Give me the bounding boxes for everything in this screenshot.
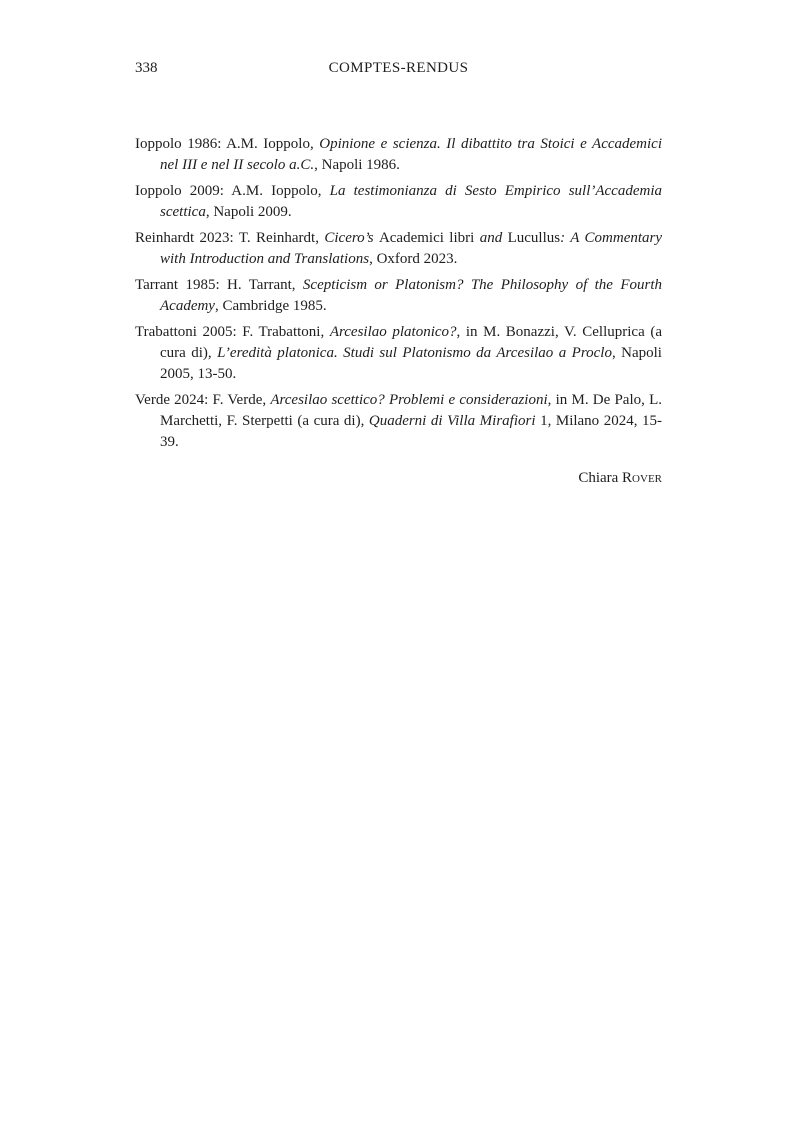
- signature-given-name: Chiara: [578, 470, 619, 486]
- bibliography-entry: [135, 228, 662, 270]
- entry-text-segment: Ioppolo 1986: A.M. Ioppolo,: [135, 136, 320, 152]
- signature: [135, 468, 662, 489]
- entry-text-segment: La testimonianza di Sesto Empirico sull’Accademia scettica: [160, 183, 662, 220]
- bibliography-entry: [135, 181, 662, 223]
- entry-text-segment: Tarrant 1985: H. Tarrant,: [135, 277, 303, 293]
- page-number: 338: [135, 60, 158, 76]
- bibliography-entry: [135, 275, 662, 317]
- entry-text-segment: , in M. De Palo, L. Marchetti, F. Sterpetti (a cura di),: [160, 392, 663, 429]
- entry-text-segment: and: [479, 230, 508, 246]
- entry-text-segment: Lucullus: [507, 230, 561, 246]
- entry-text-segment: Verde 2024: F. Verde,: [135, 392, 271, 408]
- entry-text-segment: Arcesilao platonico?: [329, 324, 457, 340]
- entry-text-segment: L’eredità platonica. Studi sul Platonismo da Arcesilao a Proclo: [217, 345, 612, 361]
- entry-text-segment: : A Commentary with Introduction and Translations: [160, 230, 663, 267]
- entry-text-segment: Scepticism or Platonism? The Philosophy of the Fourth Academy: [160, 277, 662, 314]
- entry-text-segment: , in M. Bonazzi, V. Celluprica (a cura di),: [160, 324, 662, 361]
- entry-text-segment: Academici libri: [378, 230, 480, 246]
- entry-text-segment: Ioppolo 2009: A.M. Ioppolo,: [135, 183, 330, 199]
- entry-text-segment: , Napoli 2005, 13-50.: [160, 345, 662, 382]
- bibliography: [135, 134, 662, 458]
- entry-text-segment: , Cambridge 1985.: [214, 298, 327, 314]
- entry-text-segment: Reinhardt 2023: T. Reinhardt,: [135, 230, 325, 246]
- entry-text-segment: 1, Milano 2024, 15-39.: [160, 413, 662, 450]
- entry-text-segment: Opinione e scienza. Il dibattito tra Stoici e Accademici nel III e nel II secolo a.C.: [160, 136, 663, 173]
- running-header-title: COMPTES-RENDUS: [328, 60, 469, 76]
- entry-text-segment: , Oxford 2023.: [369, 251, 458, 267]
- entry-text-segment: Trabattoni 2005: F. Trabattoni,: [135, 324, 330, 340]
- entry-text-segment: , Napoli 1986.: [314, 157, 400, 173]
- signature-family-name: Rover: [622, 470, 662, 486]
- running-header: [135, 58, 662, 79]
- entry-text-segment: Quaderni di Villa Mirafiori: [368, 413, 536, 429]
- entry-text-segment: Arcesilao scettico? Problemi e considerazioni: [270, 392, 548, 408]
- bibliography-entry: [135, 134, 662, 176]
- entry-text-segment: , Napoli 2009.: [205, 204, 292, 220]
- bibliography-entry: [135, 322, 662, 385]
- entry-text-segment: Cicero’s: [324, 230, 379, 246]
- bibliography-entry: [135, 390, 662, 453]
